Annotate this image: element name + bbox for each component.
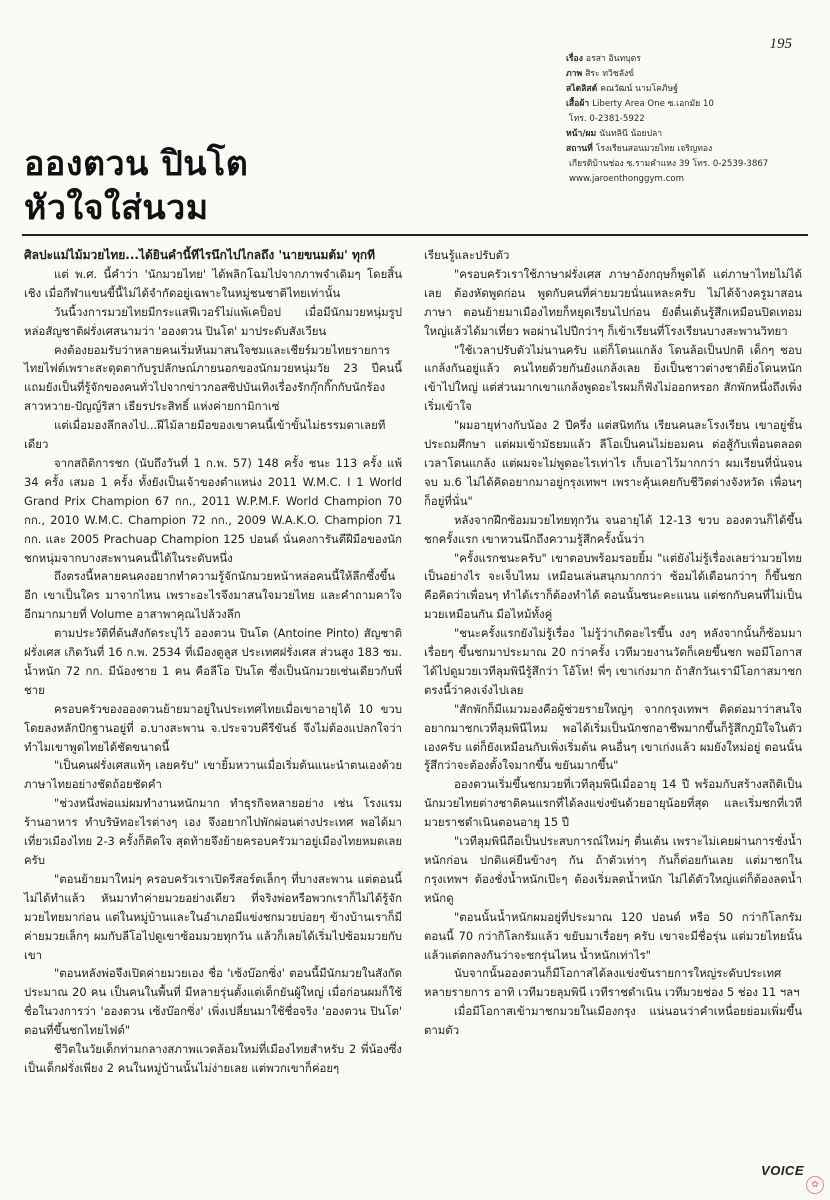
credit-label: สถานที่ <box>566 144 593 154</box>
body-paragraph: "ครั้งแรกชนะครับ" เขาตอบพร้อมรอยยิ้ม "แต่ยังไม่รู้เรื่องเลยว่ามวยไทยเป็นอย่างไร จะเจ็บไหม เหมือนเล่นสนุกมากกว่า ซ้อมได้เดือนกว่าๆ ก็ขึ้นชก คือคิดว่าเพื่อนๆ ทำได้เราก็ต้องทำได้ ตอนนั้นชนะคะแนน แต่ชกกับคนที่ไม่เป็นมวยเหมือนกัน มือไหม้ทั้งคู่ <box>424 550 802 622</box>
title-line: อองตวน ปินโต <box>24 144 249 184</box>
body-paragraph: นับจากนั้นอองตวนก็มีโอกาสได้ลงแข่งขันรายการใหญ่ระดับประเทศหลายรายการ อาทิ เวทีมวยลุมพินี เวทีราชดำเนิน เวทีมวยช่อง 5 ช่อง 11 ฯลฯ <box>424 966 800 1000</box>
credit-row <box>566 172 816 187</box>
credit-label: ภาพ <box>566 69 583 79</box>
credit-label: เสื้อผ้า <box>566 99 590 109</box>
credit-row <box>566 157 816 172</box>
body-paragraph: แต่ พ.ศ. นี้คำว่า 'นักมวยไทย' ได้พลิกโฉมไปจากภาพจำเดิมๆ โดยสิ้นเชิง เมื่อกีฬาแขนขี้นี้ไม่ได้จำกัดอยู่เฉพาะในหมู่ชนชาติไทยเท่านั้น <box>24 266 402 300</box>
body-paragraph: "ครอบครัวเราใช้ภาษาฝรั่งเศส ภาษาอังกฤษก็พูดได้ แต่ภาษาไทยไม่ได้เลย ต้องหัดพูดก่อน พูดกับคนที่ค่ายมวยนั่นแหละครับ ไม่ได้จ้างครูมาสอนภาษา ตอนย้ายมาเมืองไทยก็หยุดเรียนไปก่อน ยังตื่นเต้นรู้สึกเหมือนปิดเทอมใหญ่แล้วได้มาเที่ยว พอผ่านไปปีกว่าๆ ก็เข้าเรียนที่โรงเรียนบางสะพานวิทยา <box>424 266 802 338</box>
page-number: 195 <box>769 36 792 52</box>
body-paragraph: "ตอนหลังพ่อจึงเปิดค่ายมวยเอง ชื่อ 'เซ้งบ๊อกซิ่ง' ตอนนี้มีนักมวยในสังกัดประมาณ 20 คน เป็นคนในพื้นที่ มีหลายรุ่นตั้งแต่เด็กยันผู้ใหญ่ เมื่อก่อนผมก็ใช้ชื่อในวงการว่า 'อองตวน เซ้งบ๊อกซิ่ง' เพิ่งเปลี่ยนมาใช้ชื่อจริง 'อองตวน ปินโต' ตอนที่ขึ้นชกไทยไฟต์" <box>24 966 402 1038</box>
lead-paragraph: ศิลปะแม่ไม้มวยไทย...ได้ยินคำนี้ทีไรนึกไปไกลถึง 'นายขนมต้ม' ทุกที <box>24 248 376 262</box>
credit-row <box>566 112 816 127</box>
article-title <box>24 142 544 230</box>
magazine-footer-mark: VOICE <box>761 1163 804 1178</box>
credit-value: โรงเรียนสอนมวยไทย เจริญทอง <box>595 144 713 154</box>
body-paragraph: จากสถิติการชก (นับถึงวันที่ 1 ก.พ. 57) 148 ครั้ง ชนะ 113 ครั้ง แพ้ 34 ครั้ง เสมอ 1 ครั้ง ทั้งยังเป็นเจ้าของตำแหน่ง 2011 W.M.C. I 1 World Grand Prix Champion 67 กก., 2011 W.P.M.F. World Champion 70 กก., 2010 W.M.C. Champion 72 กก., 2009 W.A.K.O. Champion 71 กก. และ 2005 Prachuap Champion 125 ปอนด์ นั่นคงการันตีฝีมือของนักชกหนุ่มจากบางสะพานคนนี้ได้ในระดับหนึ่ง <box>24 455 402 565</box>
body-paragraph: ครอบครัวของอองตวนย้ายมาอยู่ในประเทศไทยเมื่อเขาอายุได้ 10 ขวบ โดยลงหลักปักฐานอยู่ที่ อ.บางสะพาน จ.ประจวบคีรีขันธ์ จึงไม่ต้องแปลกใจว่าทำไมเขาพูดไทยได้ชัดขนาดนี้ <box>24 701 402 754</box>
body-paragraph: "ตอนย้ายมาใหม่ๆ ครอบครัวเราเปิดรีสอร์ตเล็กๆ ที่บางสะพาน แต่ตอนนี้ไม่ได้ทำแล้ว หันมาทำค่ายมวยอย่างเดียว ที่จริงพ่อหรือพวกเราก็ไม่ได้รู้จักมวยไทยมาก่อน แต่ในหมู่บ้านและในอำเภอมีแข่งชกมวยบ่อยๆ ข้างบ้านเราก็มีค่ายมวยเล็กๆ ผมกับลีโอไปดูเขาซ้อมมวยทุกวัน แล้วก็เลยได้เริ่มไปซ้อมมวยกับเขา <box>24 871 402 962</box>
body-paragraph: "เวทีลุมพินีถือเป็นประสบการณ์ใหม่ๆ ตื่นเต้น เพราะไม่เคยผ่านการชั่งน้ำหนักก่อน ปกติแค่ยืนข้างๆ กัน ถ้าตัวเท่าๆ กันก็ต่อยกันเลย แต่มาชกในกรุงเทพฯ ต้องชั่งน้ำหนักเป๊ะๆ ต้องเริ่มลดน้ำหนัก ไม่ได้ตัวใหญ่แต่ก็ต้องลดน้ำหนักดู <box>424 834 802 905</box>
body-paragraph: "สักพักก็มีแมวมองคือผู้ช่วยรายใหญ่ๆ จากกรุงเทพฯ ติดต่อมาว่าสนใจอยากมาชกเวทีลุมพินีไหม พอได้เริ่มเป็นนักชกอาชีพมากขึ้นก็รู้สึกภูมิใจในตัวเองครับ แต่ก็ยังเหมือนกับเพิ่งเริ่มต้น คนอื่นๆ เขาเก่งแล้ว ผมยังใหม่อยู่ ตอนนั้นรู้สึกว่าจะต้องตั้งใจมากขึ้น ขยันมากขึ้น" <box>424 701 802 773</box>
credit-label: หน้า/ผม <box>566 129 597 139</box>
body-paragraph: แต่เมื่อมองลึกลงไป...ฝีไม้ลายมือของเขาคนนี้เข้าขั้นไม่ธรรมดาเลยทีเดียว <box>24 418 386 452</box>
credit-value: นันทลินี น้อยปลา <box>599 129 663 139</box>
body-paragraph: "ใช้เวลาปรับตัวไม่นานครับ แต่ก็โดนแกล้ง โดนล้อเป็นปกติ เด็กๆ ชอบแกล้งกันอยู่แล้ว คนไทยด้วยกันยังแกล้งเลย ยิ่งเป็นชาวต่างชาติยิ่งโดนหนักเข้าไปใหญ่ แต่ส่วนมากเขาแกล้งพูดอะไรผมก็ฟังไม่ออกหรอก สักพักหนึ่งถึงเพิ่งเริ่มเข้าใจ <box>424 342 802 414</box>
credit-value: โทร. 0-2381-5922 <box>569 114 645 124</box>
left-text-column <box>24 246 402 1078</box>
credit-value: www.jaroenthonggym.com <box>569 174 684 184</box>
body-paragraph: เมื่อมีโอกาสเข้ามาชกมวยในเมืองกรุง แน่นอนว่าคำเหนื่อยย่อมเพิ่มขึ้นตามตัว <box>424 1004 802 1038</box>
body-paragraph: "ช่วงหนึ่งพ่อแม่ผมทำงานหนักมาก ทำธุรกิจหลายอย่าง เช่น โรงแรม ร้านอาหาร ทำบริษัทอะไรต่างๆ เอง จึงอยากไปพักผ่อนต่างประเทศ พอได้มาเที่ยวเมืองไทย 2-3 ครั้งก็ติดใจ สุดท้ายจึงย้ายครอบครัวมาอยู่เมืองไทยหมดเลยครับ <box>24 796 402 867</box>
credit-value: Liberty Area One ซ.เอกมัย 10 <box>592 99 714 109</box>
body-paragraph: "ตอนนั้นน้ำหนักผมอยู่ที่ประมาณ 120 ปอนด์ หรือ 50 กว่ากิโลกรัม ตอนนี้ 70 กว่ากิโลกรัมแล้ว ขยับมาเรื่อยๆ ครับ เขาจะมีชื่อรุ่น แต่มวยไทยนั้นแล้วแต่ตกลงกันว่าจะชกรุ่นไหน น้ำหนักเท่าไร" <box>424 909 802 962</box>
credit-label: เรื่อง <box>566 54 583 64</box>
body-paragraph: "ผมอายุห่างกับน้อง 2 ปีครึ่ง แต่สนิทกัน เรียนคนละโรงเรียน เขาอยู่ชั้นประถมศึกษา แต่ผมเข้ามัธยมแล้ว ลีโอเป็นคนไม่ยอมคน ต่อสู้กับเพื่อนตลอดเวลาโดนแกล้ง แต่ผมจะไม่พูดอะไรเท่าไร เก็บเอาไว้มากกว่า ผมเรียนที่นั่นจนจบ ม.6 ไม่ได้คิดอยากมาอยู่กรุงเทพฯ เพราะคุ้นเคยกับชีวิตต่างจังหวัด เพื่อนๆ ก็อยู่ที่นั่น" <box>424 418 802 508</box>
right-text-column <box>424 246 802 1040</box>
title-divider <box>22 234 808 236</box>
body-paragraph: "ชนะครั้งแรกยังไม่รู้เรื่อง ไม่รู้ว่าเกิดอะไรขึ้น งงๆ หลังจากนั้นก็ซ้อมมาเรื่อยๆ ขึ้นชกมาประมาณ 20 กว่าครั้ง เวทีมวยงานวัดก็เคยขึ้นชก พอมีโอกาสได้ไปดูมวยเวทีลุมพินีรู้สึกว่า โอ้โห! พี่ๆ เขาเก่งมาก ถ้าสักวันเรามีโอกาสมาชกตรงนี้ว่าคงเจ๋งไปเลย <box>424 626 802 697</box>
credits-block <box>566 52 816 187</box>
credit-value: เกียรติบ้านช่อง ซ.รามคำแหง 39 โทร. 0-2539-3867 <box>569 159 769 169</box>
credit-row <box>566 97 816 112</box>
credit-row <box>566 67 816 82</box>
credit-row <box>566 127 816 142</box>
credit-row <box>566 82 816 97</box>
body-paragraph: เรียนรู้และปรับตัว <box>424 248 510 262</box>
credit-value: อรสา อินทบุตร <box>585 54 641 64</box>
corner-stamp-icon: ✿ <box>806 1176 824 1194</box>
body-paragraph: ถึงตรงนี้หลายคนคงอยากทำความรู้จักนักมวยหน้าหล่อคนนี้ให้ลึกซึ้งขึ้นอีก เขาเป็นใคร มาจากไหน เพราะอะไรจึงมาสนใจมวยไทย และคำถามคาใจอีกมากมายที่ Volume อาสาพาคุณไปล้วงลึก <box>24 569 402 622</box>
credit-value: คณวัฒน์ นามโคภิษฐ์ <box>600 84 678 94</box>
body-paragraph: "เป็นคนฝรั่งเศสแท้ๆ เลยครับ" เขายิ้มหวานเมื่อเริ่มต้นแนะนำตนเองด้วยภาษาไทยอย่างชัดถ้อยชัดคำ <box>24 758 402 792</box>
body-paragraph: คงต้องยอมรับว่าหลายคนเริ่มหันมาสนใจชมและเชียร์มวยไทยรายการไทยไฟต์เพราะสะดุดตากับรูปลักษณ์ภายนอกของนักมวยหนุ่มวัย 23 ปีคนนี้ แถมยังเป็นที่รู้จักของคนทั่วไปจากข่าวกอสซิปบันเทิงเรื่องรักกุ๊กกิ๊กกับนักร้องสาวหวาย-ปัญญ์ริสา เธียรประสิทธิ์ แห่งค่ายกามิกาเซ่ <box>24 342 402 414</box>
body-paragraph: วันนี้วงการมวยไทยมีกระแสฟีเวอร์ไม่แพ้เคป็อป เมื่อมีนักมวยหนุ่มรูปหล่อสัญชาติฝรั่งเศสนามว่า 'อองตวน ปินโต' มาประดับสังเวียน <box>24 304 402 338</box>
body-paragraph: ชีวิตในวัยเด็กท่ามกลางสภาพแวดล้อมใหม่ที่เมืองไทยสำหรับ 2 พี่น้องซึ่งเป็นเด็กฝรั่งเพียง 2 คนในหมู่บ้านนั้นไม่ง่ายเลย แต่พวกเขาก็ค่อยๆ <box>24 1042 402 1075</box>
credit-value: สิระ ทวิชลังข์ <box>585 69 635 79</box>
credit-row <box>566 142 816 157</box>
body-paragraph: อองตวนเริ่มขึ้นชกมวยที่เวทีลุมพินีเมื่ออายุ 14 ปี พร้อมกับสร้างสถิติเป็นนักมวยไทยต่างชาติคนแรกที่ได้ลงแข่งขันด้วยอายุน้อยที่สุด และเริ่มชกที่เวทีมวยราชดำเนินตอนอายุ 15 ปี <box>424 777 802 830</box>
credit-label: สไตลิสต์ <box>566 84 598 94</box>
body-paragraph: หลังจากฝึกซ้อมมวยไทยทุกวัน จนอายุได้ 12-13 ขวบ อองตวนก็ได้ขึ้นชกครั้งแรก เขาหวนนึกถึงความรู้สึกครั้งนั้นว่า <box>424 512 802 546</box>
body-paragraph: ตามประวัติที่ต้นสังกัดระบุไว้ อองตวน ปินโต (Antoine Pinto) สัญชาติฝรั่งเศส เกิดวันที่ 16 ก.พ. 2534 ที่เมืองตูลูส ประเทศฝรั่งเศส ส่วนสูง 183 ซม. น้ำหนัก 72 กก. มีน้องชาย 1 คน คือลีโอ ปินโต ซึ่งเป็นนักมวยเช่นเดียวกับพี่ชาย <box>24 626 402 697</box>
title-line: หัวใจใส่นวม <box>24 188 209 228</box>
credit-row <box>566 52 816 67</box>
